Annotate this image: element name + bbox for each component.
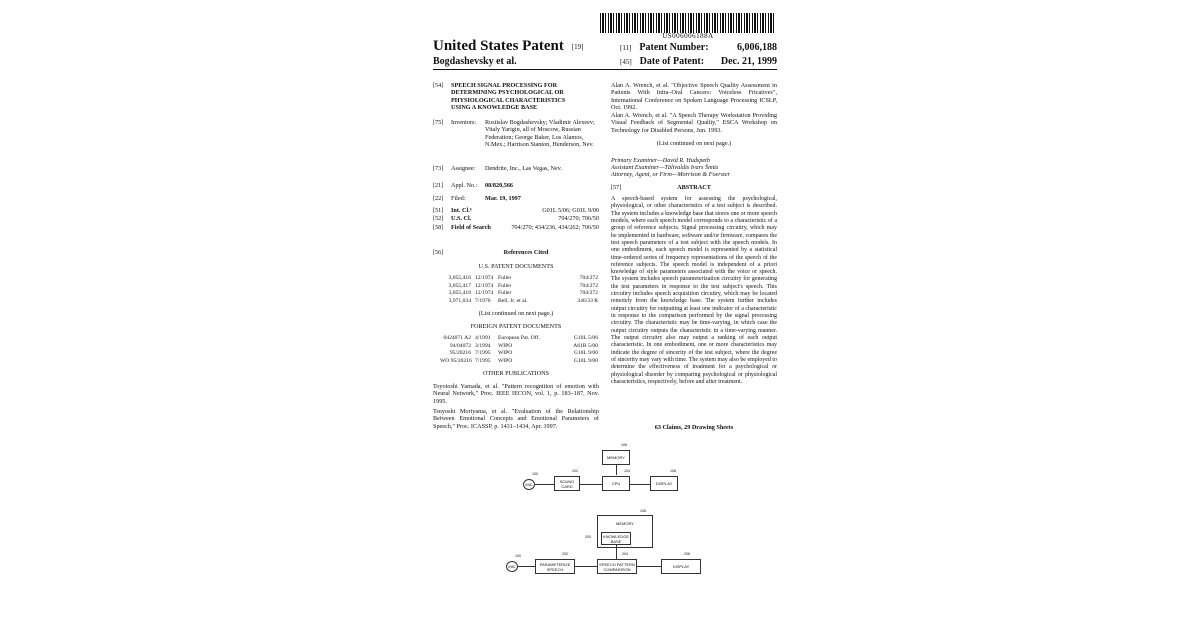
foreign-patent-date: 7/1995 [475, 350, 491, 356]
foreign-patent-date: 4/1991 [475, 335, 491, 341]
filed-label: Filed: [451, 195, 466, 202]
memory-box: MEMORY [602, 450, 630, 465]
other-continued: (List continued on next page.) [656, 140, 732, 147]
foreign-patent-cls: G10L 9/00 [573, 350, 598, 356]
patent-doc-number: US006006188A [662, 32, 714, 40]
primary-examiner: Primary Examiner—David R. Hudspeth [611, 157, 710, 164]
title-code: [19] [571, 42, 584, 51]
publication-moriyama: Tsuyoshi Moriyama, et al. "Evaluation of the Relationship Between Emotional Concepts and Emotional Parameters of Speech," Proc. ICASSP, p. 1431–1434, Apr. 1997. [433, 408, 599, 430]
us-patents-heading: U.S. PATENT DOCUMENTS [478, 263, 554, 270]
comparison-box: SPEECH PATTERN COMPARISON [597, 559, 637, 574]
mic-circle-b: MIC [506, 561, 518, 572]
appl-number: 08/820,566 [485, 182, 514, 189]
display-box: DISPLAY [650, 476, 678, 491]
abstract-heading-row [611, 184, 777, 191]
display-box-b: DISPLAY [661, 559, 701, 574]
intcl-code: [51] [433, 207, 444, 214]
inventor-short: Bogdashevsky et al. [433, 56, 517, 67]
field-values: 704/270; 434/236, 434/262; 706/50 [511, 224, 599, 231]
claims-summary: 63 Claims, 29 Drawing Sheets [654, 424, 734, 431]
us-patent-num: 3,855,418 [448, 290, 471, 296]
barcode [600, 13, 776, 33]
country-title: United States Patent [433, 38, 564, 54]
memory-box-b: MEMORY [597, 515, 653, 548]
patent-title: SPEECH SIGNAL PROCESSING FOR DETERMINING PSYCHOLOGICAL OR PHYSIOLOGICAL CHARACTERISTICS USING A KNOWLEDGE BASE [451, 82, 566, 112]
field-code: [58] [433, 224, 444, 231]
comparison-ref: 204 [622, 552, 628, 556]
us-patent-date: 12/1974 [475, 275, 494, 281]
inventors: Rostislav Bogdashevsky; Vladimir Alexeev; Vitaly Yarigin, all of Moscow, Russian Federation; George Baker, Los Alamos, N.Mex.; Harrison Stanton, Henderson, Nev. [485, 119, 595, 149]
connector [535, 484, 554, 485]
mic-ref: 100 [532, 472, 538, 476]
publication-wrench-2: Alan A. Wrench, et al. "A Speech Therapy Workstation Providing Visual Feedback of Segmental Quality," ESCA Workshop on Technology for Disabled Persons, Jun. 1993. [611, 112, 777, 134]
connector [637, 566, 661, 567]
us-patent-name: Fuller [498, 290, 512, 296]
knowledge-base-box: KNOWLEDGE BASE [602, 533, 629, 544]
foreign-patent-name: WIPO [498, 350, 513, 356]
display-ref: 108 [670, 469, 676, 473]
connector [616, 465, 617, 475]
patent-number-code: [11] [620, 44, 632, 52]
title-field [433, 82, 599, 112]
foreign-patent-cls: A61B 5/00 [573, 342, 598, 349]
foreign-patent-cls: G10L 9/00 [573, 357, 598, 364]
knowledge-base-ref: 200 [585, 535, 591, 539]
us-patent-name: Bell, Jr. et al. [498, 297, 528, 304]
us-patent-cls: 704/272 [579, 290, 598, 296]
us-patent-cls: 346/33 R [577, 297, 598, 304]
abstract-heading: ABSTRACT [677, 184, 711, 191]
us-patent-num: 3,855,417 [448, 282, 471, 289]
uscl: 704/270; 706/50 [558, 215, 599, 222]
us-continued: (List continued on next page.) [478, 310, 554, 317]
date-row [620, 56, 777, 67]
filed-date: Mar. 19, 1997 [485, 195, 521, 202]
us-patent-num: 3,855,416 [448, 275, 471, 281]
filed-code: [22] [433, 195, 444, 202]
us-patent-date: 12/1974 [475, 290, 494, 296]
connector [580, 484, 602, 485]
publication-yamada: Toyotoshi Yamada, et al. "Pattern recognition of emotion with Neural Network," Proc. IEEE IECON, vol. 1, p. 183–187, Nov. 1995. [433, 383, 599, 405]
title-field-code: [54] [433, 82, 444, 89]
assignee: Dendrite, Inc., Las Vegas, Nev. [485, 165, 562, 172]
foreign-patent-cls: G10L 5/06 [573, 335, 598, 341]
appl-code: [21] [433, 182, 444, 189]
foreign-patent-date: 3/1994 [475, 342, 491, 349]
sound-card-box: SOUND CARD [554, 476, 580, 491]
connector [616, 545, 617, 559]
memory-ref-b: 106 [640, 509, 646, 513]
sound-card-ref: 102 [572, 469, 578, 473]
connector [630, 484, 650, 485]
page-title [433, 38, 584, 55]
foreign-patent-name: WIPO [498, 357, 513, 364]
inventors-label: Inventors: [451, 119, 477, 126]
assistant-examiner: Assistant Examiner—Tālivaldis Ivars Šmits [611, 164, 719, 171]
us-patent-date: 7/1976 [475, 297, 491, 304]
foreign-patent-num: 95/20216 [449, 350, 471, 356]
connector [575, 566, 597, 567]
cpu-ref: 104 [624, 469, 630, 473]
mic-circle: MIC [523, 479, 535, 490]
abstract-code: [57] [611, 184, 622, 191]
us-patent-num: 3,971,034 [448, 297, 471, 304]
assignee-label: Assignee: [451, 165, 476, 172]
cpu-box: CPU [602, 476, 630, 491]
intcl: G01L 5/06; G01L 9/00 [542, 207, 599, 214]
display-ref-b: 206 [684, 552, 690, 556]
us-patent-cls: 704/272 [579, 275, 598, 281]
mic-ref-b: 100 [515, 554, 521, 558]
connector [518, 566, 535, 567]
date-code: [45] [620, 58, 632, 66]
intcl-label: Int. Cl.⁶ [451, 207, 472, 214]
field-label: Field of Search [451, 224, 491, 231]
uscl-code: [52] [433, 215, 444, 222]
foreign-patent-name: European Pat. Off. [498, 335, 540, 341]
inventors-field [433, 119, 599, 157]
patent-number-row [620, 42, 777, 53]
other-publications-heading: OTHER PUBLICATIONS [482, 370, 550, 377]
parameterize-ref: 202 [562, 552, 568, 556]
us-patent-name: Fuller [498, 282, 512, 289]
foreign-patent-name: WIPO [498, 342, 513, 349]
us-patent-date: 12/1974 [475, 282, 494, 289]
foreign-patent-num: WO 95/20216 [440, 357, 472, 364]
uscl-label: U.S. Cl. [451, 215, 472, 222]
header-divider [433, 69, 777, 70]
patent-number: 6,006,188 [737, 42, 777, 53]
us-patent-name: Fuller [498, 275, 512, 281]
inventors-code: [75] [433, 119, 444, 126]
parameterize-box: PARAMETERIZE SPEECH [535, 559, 575, 574]
attorney: Attorney, Agent, or Firm—Morrison & Foerster [611, 171, 730, 178]
date-label: Date of Patent: [639, 56, 705, 67]
patent-number-label: Patent Number: [639, 42, 709, 53]
memory-ref: 106 [621, 443, 627, 447]
foreign-patent-date: 7/1995 [475, 357, 491, 364]
abstract-text: A speech-based system for assessing the psychological, physiological, or other characteristics of a test subject is described. The system includes a knowledge base that stores one or more speech models, where each speech model corresponds to a characteristic of a group of reference subjects. Signal processing circuitry, which may be implemented in hardware, software and/or firmware, compares the test speech parameters of a test subject with the speech models. In one embodiment, each speech model is represented by a statistical time-ordered series of frequency representations of the speech of the reference subjects. The speech model is independent of a priori knowledge of style parameters associated with the voice or speech. The system includes speech parameterization circuitry for generating the test parameters in response to the test subject's speech. This circuitry includes speech acquisition circuitry, which may be located remotely from the knowledge base. The system further includes output circuitry for outputting at least one indicator of a characteristic in response to the comparison performed by the signal processing circuitry. The characteristic may be time-varying, in which case the output circuitry outputs the characteristic in a time-varying manner. The output circuitry also may output a ranking of each output characteristic. In one embodiment, one or more characteristics may indicate the degree of sincerity of the test subject, where the degree of sincerity may vary with time. The system may also be employed to determine the effectiveness of treatment for a psychological or physiological disorder by comparing psychological or physiological characteristics, respectively, before and after treatment. [611, 196, 777, 385]
foreign-patent-num: 0424071 A2 [443, 335, 471, 341]
patent-date: Dec. 21, 1999 [720, 56, 777, 67]
references-code: [56] [433, 249, 444, 256]
us-patent-cls: 704/272 [579, 282, 598, 289]
appl-label: Appl. No.: [451, 182, 478, 189]
references-heading: References Cited [503, 249, 549, 256]
publication-wrench-1: Alan A. Wrench, et al. "Objective Speech Quality Assessment in Patients With Intra–Oral Cancers: Voiceless Fricatives", International Conference on Spoken Language Processing ICSLP, Oct. 1992. [611, 82, 777, 112]
foreign-patents-heading: FOREIGN PATENT DOCUMENTS [470, 323, 562, 330]
assignee-code: [73] [433, 165, 444, 172]
foreign-patent-num: 94/04072 [449, 342, 471, 349]
